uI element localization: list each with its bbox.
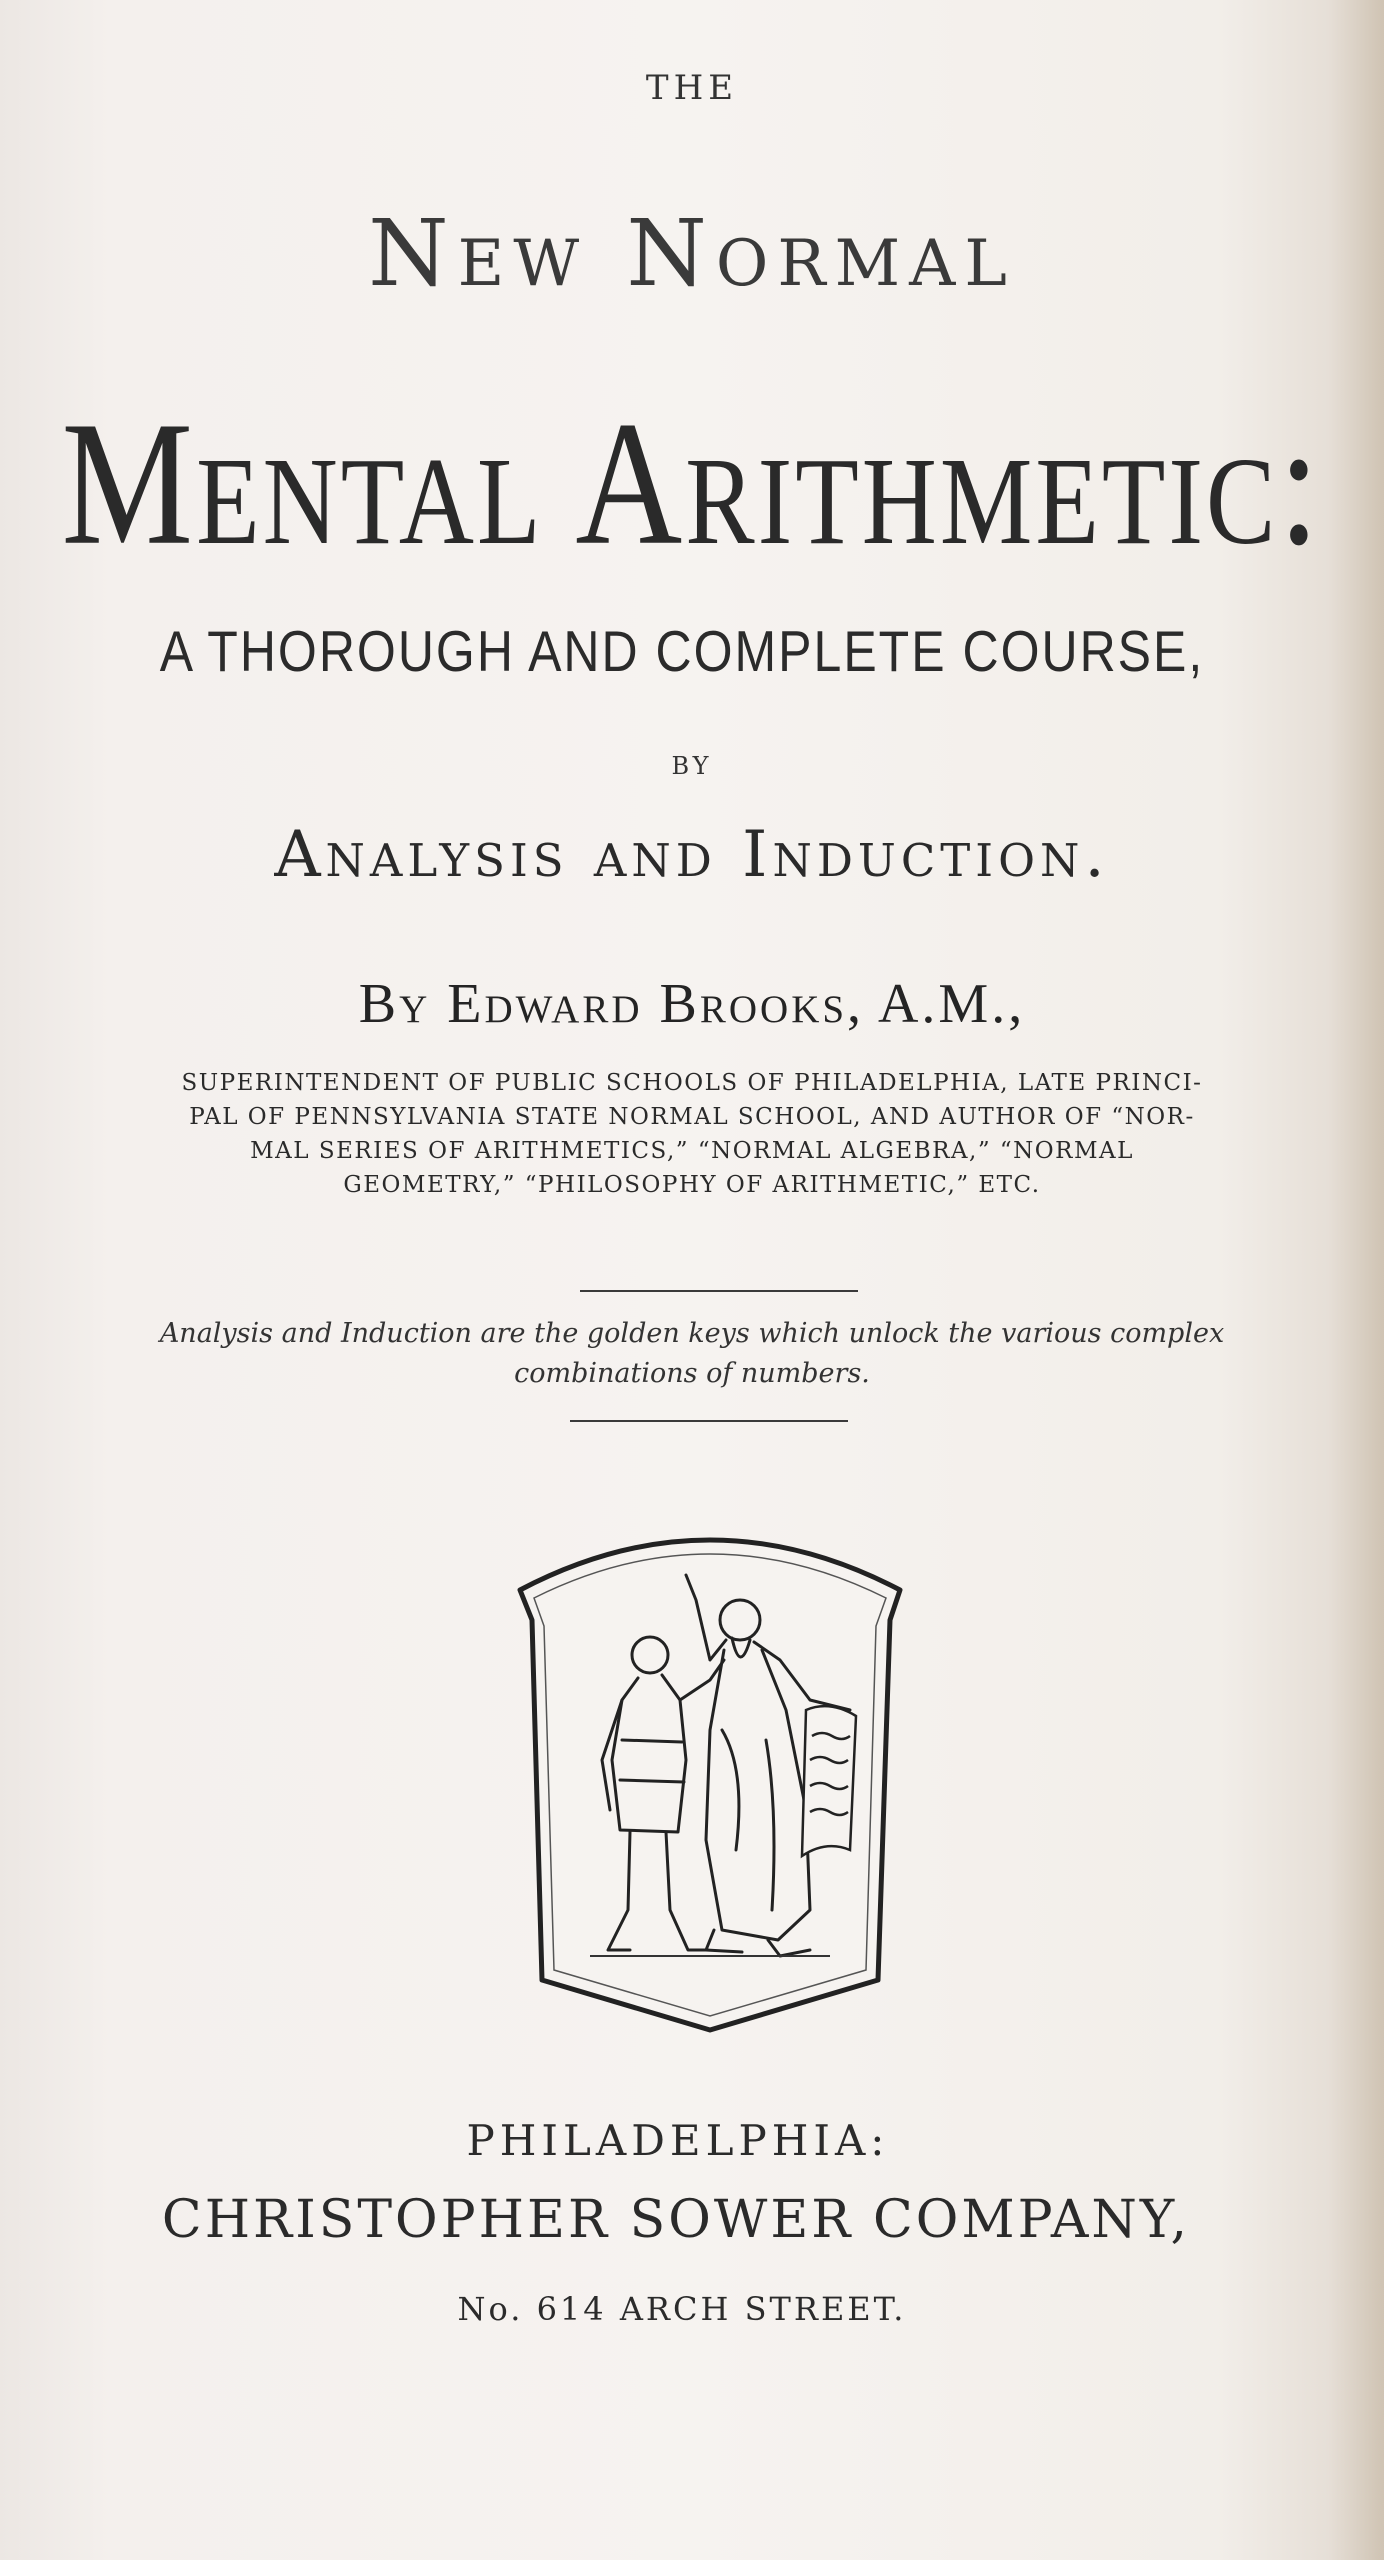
divider-rule-top bbox=[580, 1290, 858, 1292]
publication-place: PHILADELPHIA: bbox=[466, 2116, 890, 2165]
by-label: BY bbox=[671, 752, 713, 780]
author-line: By Edward Brooks, A.M., bbox=[358, 973, 1026, 1035]
title-line-1: New Normal bbox=[368, 200, 1016, 307]
author-credentials-line: SUPERINTENDENT OF PUBLIC SCHOOLS OF PHILADELPHIA, LATE PRINCI- bbox=[181, 1070, 1203, 1096]
publisher-name: CHRISTOPHER SOWER COMPANY, bbox=[161, 2190, 1191, 2250]
subtitle: A THOROUGH AND COMPLETE COURSE, bbox=[159, 619, 1205, 684]
method-title: Analysis and Induction. bbox=[274, 818, 1110, 892]
author-credentials-line: MAL SERIES OF ARITHMETICS,” “NORMAL ALGEBRA,” “NORMAL bbox=[250, 1138, 1134, 1164]
shield-emblem-icon bbox=[510, 1510, 910, 2040]
author-credentials-line: GEOMETRY,” “PHILOSOPHY OF ARITHMETIC,” ETC. bbox=[343, 1172, 1041, 1198]
title-line-2: Mental Arithmetic: bbox=[61, 385, 1323, 583]
motto-line: Analysis and Induction are the golden keys which unlock the various complex bbox=[159, 1318, 1225, 1349]
motto-line: combinations of numbers. bbox=[514, 1358, 870, 1389]
author-credentials-line: PAL OF PENNSYLVANIA STATE NORMAL SCHOOL, AND AUTHOR OF “NOR- bbox=[189, 1104, 1195, 1130]
divider-rule-bottom bbox=[570, 1420, 848, 1422]
publisher-address: No. 614 ARCH STREET. bbox=[457, 2290, 907, 2328]
title-article: THE bbox=[645, 68, 739, 108]
